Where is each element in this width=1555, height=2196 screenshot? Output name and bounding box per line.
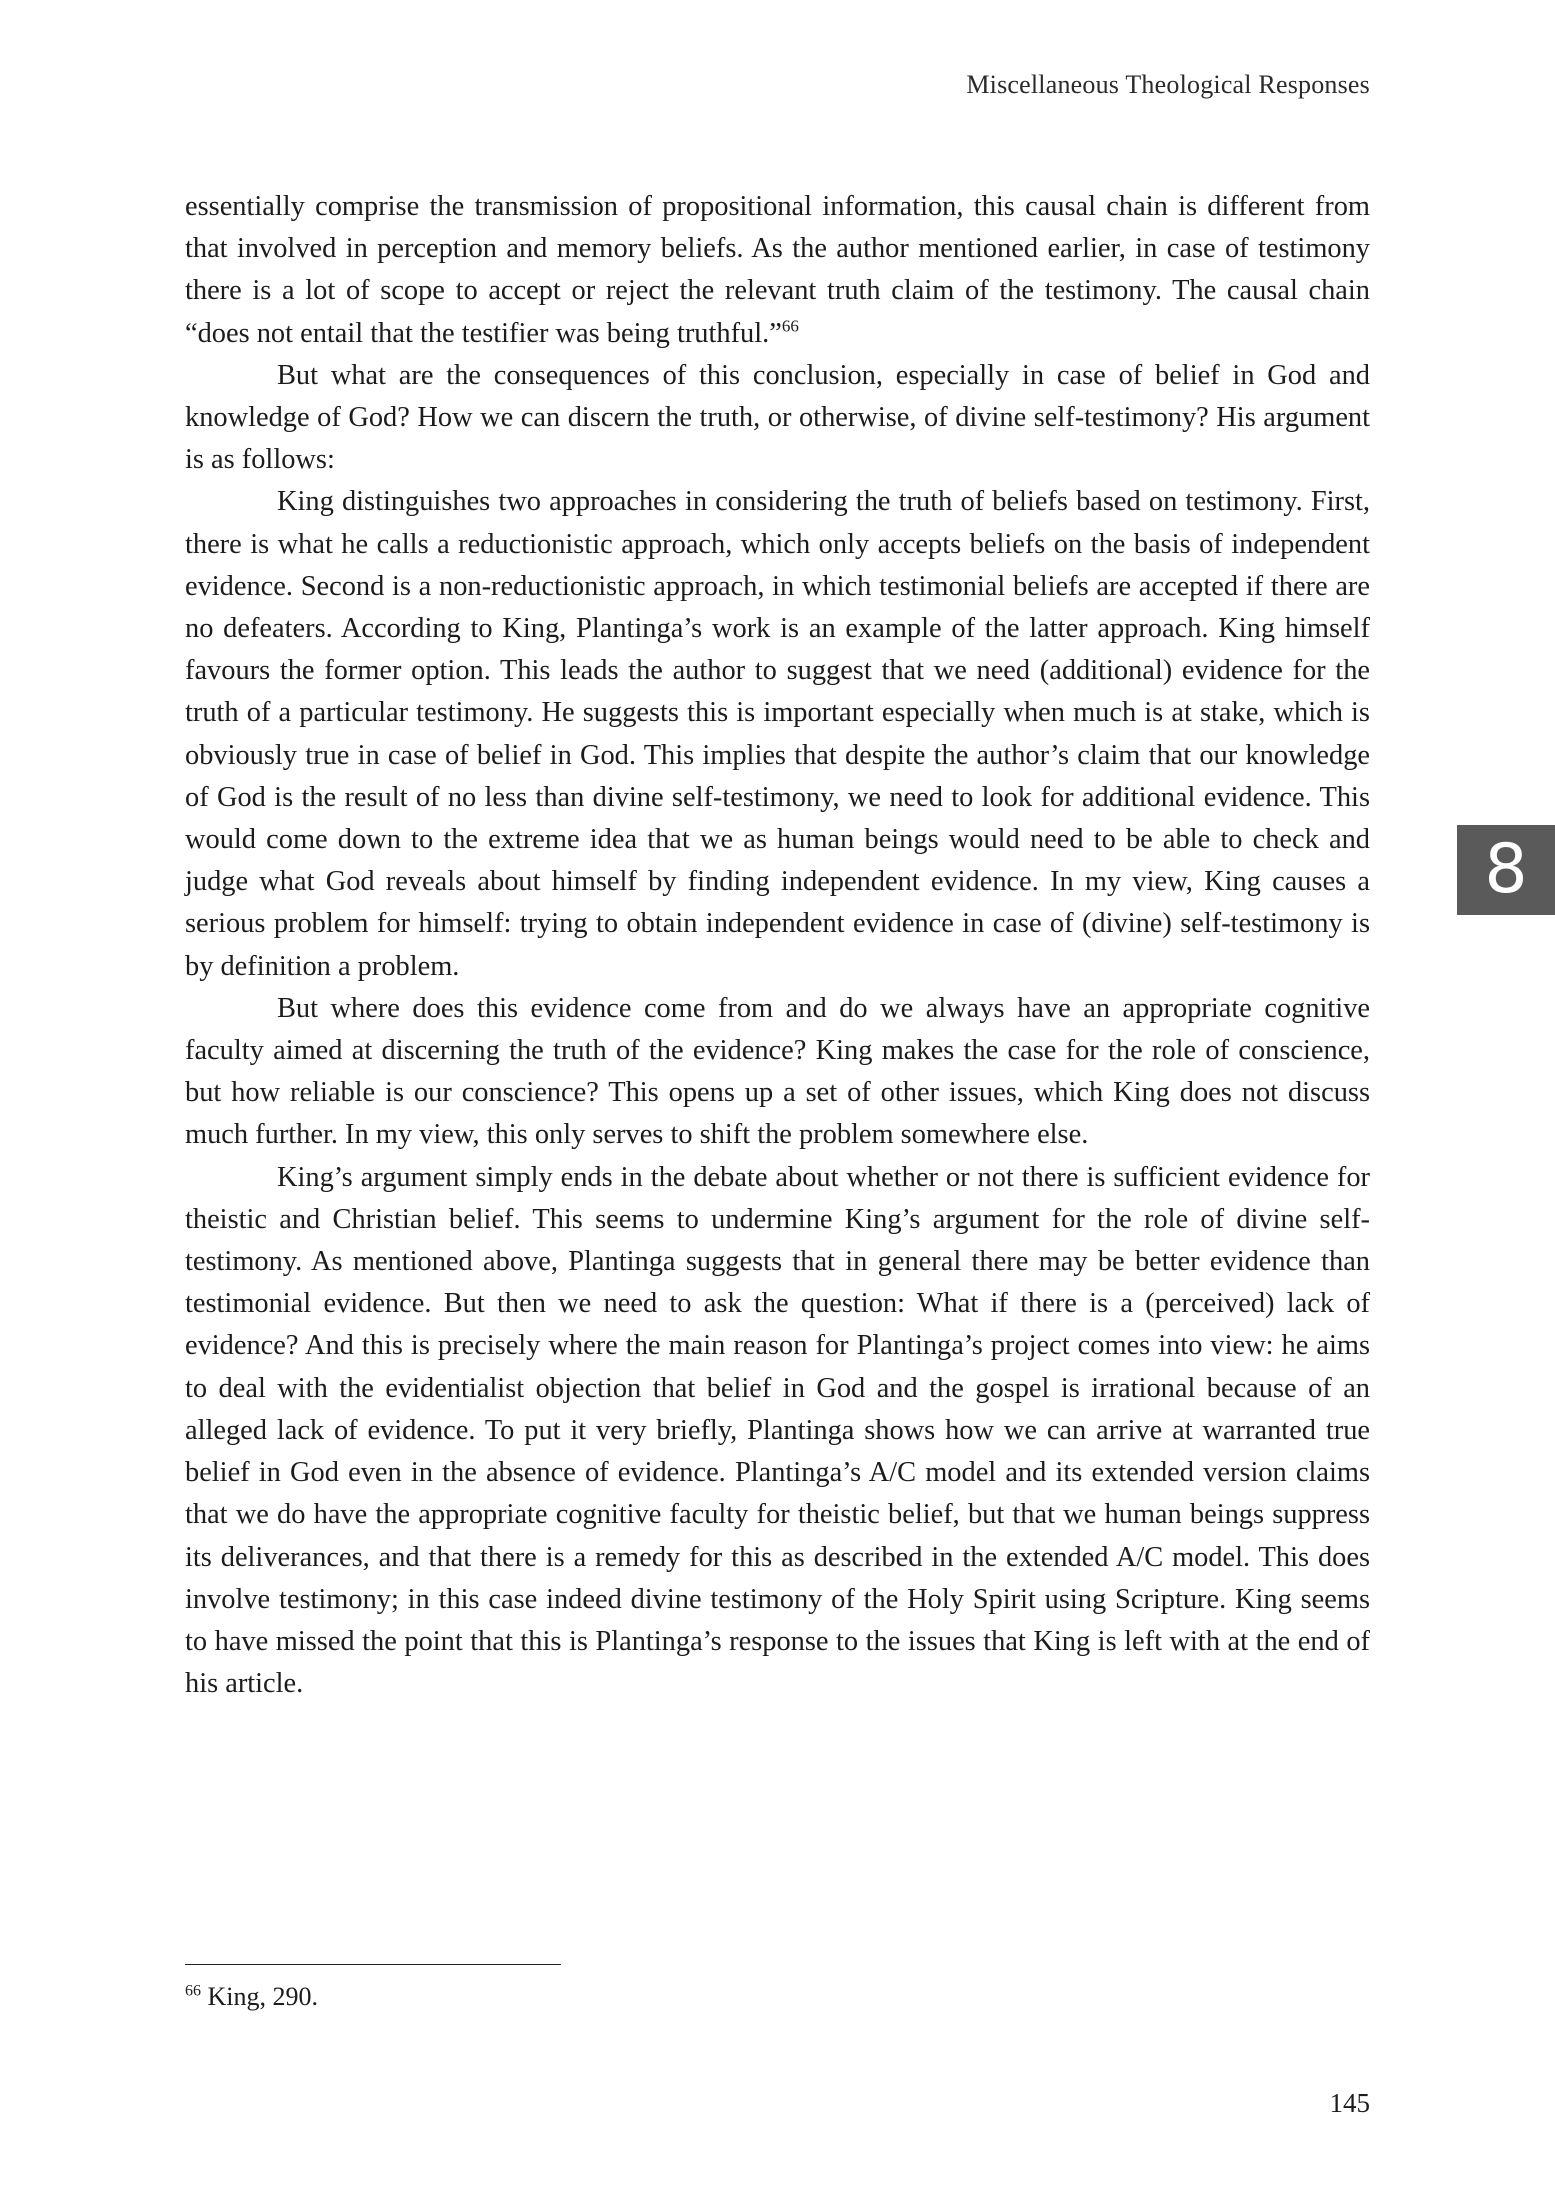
footnote-66 <box>185 1982 318 2012</box>
chapter-tab: 8 <box>1457 825 1555 915</box>
paragraph-3: King distinguishes two approaches in considering the truth of beliefs based on testimony. First, there is what he calls a reductionistic approach, which only accepts beliefs on the basis of independent evidence. Second is a non-reductionistic approach, in which testimonial beliefs are accepted if there are no defeaters. According to King, Plantinga’s work is an example of the latter approach. King himself favours the former option. This leads the author to suggest that we need (additional) evidence for the truth of a particular testimony. He suggests this is important especially when much is at stake, which is obviously true in case of belief in God. This implies that despite the author’s claim that our knowledge of God is the result of no less than divine self-testimony, we need to look for additional evidence. This would come down to the extreme idea that we as human beings would need to be able to check and judge what God reveals about himself by finding independent evidence. In my view, King causes a serious problem for himself: trying to obtain independent evidence in case of (divine) self-testimony is by definition a problem. <box>185 486 1370 982</box>
footnote-number: 66 <box>185 1982 201 2000</box>
paragraph-4: But where does this evidence come from and do we always have an appropriate cognitive faculty aimed at discerning the truth of the evidence? King makes the case for the role of conscience, but how reliable is our conscience? This opens up a set of other issues, which King does not discuss much further. In my view, this only serves to shift the problem somewhere else. <box>185 992 1370 1151</box>
page-number: 145 <box>1329 2088 1370 2118</box>
paragraph-1 <box>185 186 1370 355</box>
footnote-text: King, 290. <box>207 1982 318 2011</box>
footnote-divider <box>185 1964 561 1965</box>
footnote-ref-66[interactable]: 66 <box>781 316 799 336</box>
running-header: Miscellaneous Theological Responses <box>966 70 1370 99</box>
paragraph-1-text: essentially comprise the transmission of propositional information, this causal chain is different from that involved in perception and memory beliefs. As the author mentioned earlier, in case of testimony there is a lot of scope to accept or reject the relevant truth claim of the testimony. The causal chain “does not entail that the testifier was being truthful.” <box>185 191 1370 349</box>
body-text <box>185 186 1370 1705</box>
paragraph-2: But what are the consequences of this conclusion, especially in case of belief in God and knowledge of God? How we can discern the truth, or otherwise, of divine self-testimony? His argument is as follows: <box>185 359 1370 476</box>
paragraph-5: King’s argument simply ends in the debate about whether or not there is sufficient evidence for theistic and Christian belief. This seems to undermine King’s argument for the role of divine self-testimony. As mentioned above, Plantinga suggests that in general there may be better evidence than testimonial evidence. But then we need to ask the question: What if there is a (perceived) lack of evidence? And this is precisely where the main reason for Plantinga’s project comes into view: he aims to deal with the evidentialist objection that belief in God and the gospel is irrational because of an alleged lack of evidence. To put it very briefly, Plantinga shows how we can arrive at warranted true belief in God even in the absence of evidence. Plantinga’s A/C model and its extended version claims that we do have the appropriate cognitive faculty for theistic belief, but that we human beings suppress its deliverances, and that there is a remedy for this as described in the extended A/C model. This does involve testimony; in this case indeed divine testimony of the Holy Spirit using Scripture. King seems to have missed the point that this is Plantinga’s response to the issues that King is left with at the end of his article. <box>185 1161 1370 1700</box>
